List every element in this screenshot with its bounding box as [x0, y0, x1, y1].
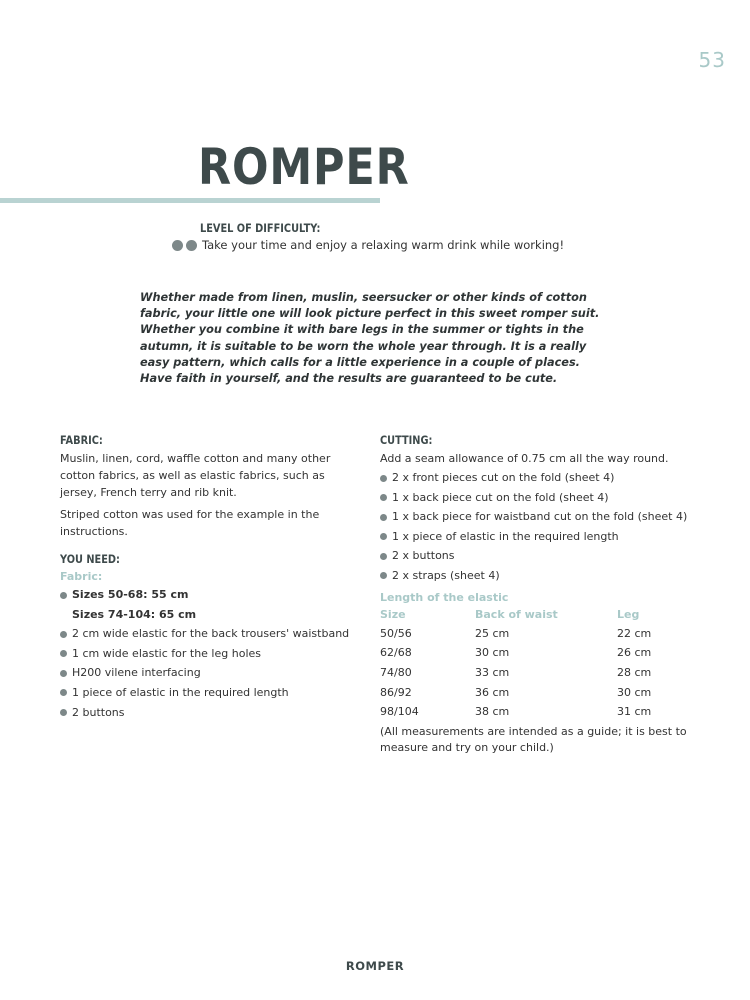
list-item	[60, 663, 365, 683]
table-cell: 28 cm	[617, 666, 652, 680]
table-cell: 25 cm	[475, 626, 510, 640]
cutting-heading: CUTTING:	[380, 433, 433, 447]
column-header-size: Size	[380, 608, 406, 622]
list-item	[60, 683, 365, 703]
bullet-icon	[60, 592, 67, 599]
list-item	[60, 605, 365, 625]
list-item-text: 2 cm wide elastic for the back trousers' waistband	[72, 627, 350, 641]
table-cell: 30 cm	[617, 685, 652, 699]
list-item	[60, 703, 365, 723]
bullet-icon	[60, 670, 67, 677]
table-row	[380, 702, 697, 722]
table-row	[380, 682, 697, 702]
table-cell: 74/80	[380, 666, 412, 680]
table-cell: 62/68	[380, 646, 412, 660]
table-row	[380, 663, 697, 683]
table-header-row	[380, 606, 697, 624]
list-item-text: 2 x front pieces cut on the fold (sheet 4)	[392, 471, 615, 484]
you-need-list	[60, 585, 365, 722]
list-item	[380, 527, 700, 547]
list-item-text: 1 cm wide elastic for the leg holes	[72, 646, 261, 660]
table-cell: 36 cm	[475, 685, 510, 699]
sizes-large: Sizes 74-104: 65 cm	[72, 607, 197, 621]
list-item-text: 1 piece of elastic in the required length	[72, 685, 289, 699]
fabric-paragraph: Striped cotton was used for the example in the instructions.	[60, 508, 320, 538]
table-cell: 22 cm	[617, 626, 652, 640]
list-item-text: 1 x back piece cut on the fold (sheet 4)	[392, 490, 609, 504]
bullet-icon	[60, 709, 67, 716]
left-column	[60, 433, 365, 722]
difficulty-row	[172, 238, 564, 252]
bullet-icon	[380, 494, 387, 501]
title-underline-rule	[0, 198, 380, 203]
measurement-note: (All measurements are intended as a guide; it is best to measure and try on your child.)	[380, 724, 687, 754]
bullet-icon	[380, 533, 387, 540]
bullet-icon	[380, 475, 387, 482]
list-item	[60, 585, 365, 605]
table-cell: 86/92	[380, 685, 412, 699]
bullet-icon	[60, 631, 67, 638]
table-row	[380, 643, 697, 663]
table-cell: 30 cm	[475, 646, 510, 660]
bullet-icon	[380, 553, 387, 560]
table-cell: 50/56	[380, 626, 412, 640]
you-need-heading: YOU NEED:	[60, 552, 120, 566]
elastic-length-table	[380, 606, 697, 722]
fabric-subheading: Fabric:	[60, 570, 103, 583]
column-header-back-of-waist: Back of waist	[475, 608, 558, 622]
list-item	[60, 644, 365, 664]
right-column	[380, 433, 700, 756]
list-item-text: 1 x back piece for waistband cut on the fold (sheet 4)	[392, 510, 688, 524]
difficulty-heading: LEVEL OF DIFFICULTY:	[200, 221, 321, 235]
list-item	[380, 566, 700, 586]
elastic-table-heading: Length of the elastic	[380, 590, 509, 604]
page-title: ROMPER	[198, 138, 410, 196]
bullet-icon	[60, 650, 67, 657]
fabric-paragraph: Muslin, linen, cord, waffle cotton and many other cotton fabrics, as well as elastic fabrics, such as jersey, French terry and rib knit.	[60, 452, 331, 499]
table-cell: 38 cm	[475, 705, 510, 719]
running-footer: ROMPER	[345, 959, 405, 973]
table-row	[380, 624, 697, 644]
list-item-text: 2 x buttons	[392, 549, 455, 563]
sizes-small: Sizes 50-68: 55 cm	[72, 588, 189, 601]
list-item-text: 1 x piece of elastic in the required length	[392, 529, 619, 543]
table-cell: 98/104	[380, 705, 419, 719]
intro-paragraph: Whether made from linen, muslin, seersucker or other kinds of cotton fabric, your little one will look picture perfect in this sweet romper suit. Whether you combine it with bare legs in the summer or tights in the autumn, it is suitable to be worn the whole year through. It is a really easy pattern, which calls for a little experience in a couple of places. Have faith in yourself, and the results are guaranteed to be cute.	[140, 291, 600, 386]
cutting-intro: Add a seam allowance of 0.75 cm all the way round.	[380, 452, 669, 465]
list-item	[380, 546, 700, 566]
page-number: 53	[698, 48, 726, 72]
difficulty-dot-icon	[186, 240, 197, 251]
difficulty-dot-icon	[172, 240, 183, 251]
list-item	[380, 488, 700, 508]
bullet-icon	[380, 514, 387, 521]
fabric-heading: FABRIC:	[60, 433, 103, 447]
list-item	[60, 624, 365, 644]
table-cell: 31 cm	[617, 705, 652, 719]
list-item-text: 2 buttons	[72, 705, 125, 719]
bullet-icon	[380, 572, 387, 579]
list-item-text: 2 x straps (sheet 4)	[392, 568, 500, 582]
table-cell: 33 cm	[475, 666, 510, 680]
table-cell: 26 cm	[617, 646, 652, 660]
difficulty-text: Take your time and enjoy a relaxing warm drink while working!	[202, 238, 565, 252]
cutting-list	[380, 468, 700, 586]
column-header-leg: Leg	[617, 608, 640, 622]
bullet-icon	[60, 689, 67, 696]
list-item	[380, 507, 700, 527]
list-item	[380, 468, 700, 488]
list-item-text: H200 vilene interfacing	[72, 666, 201, 680]
